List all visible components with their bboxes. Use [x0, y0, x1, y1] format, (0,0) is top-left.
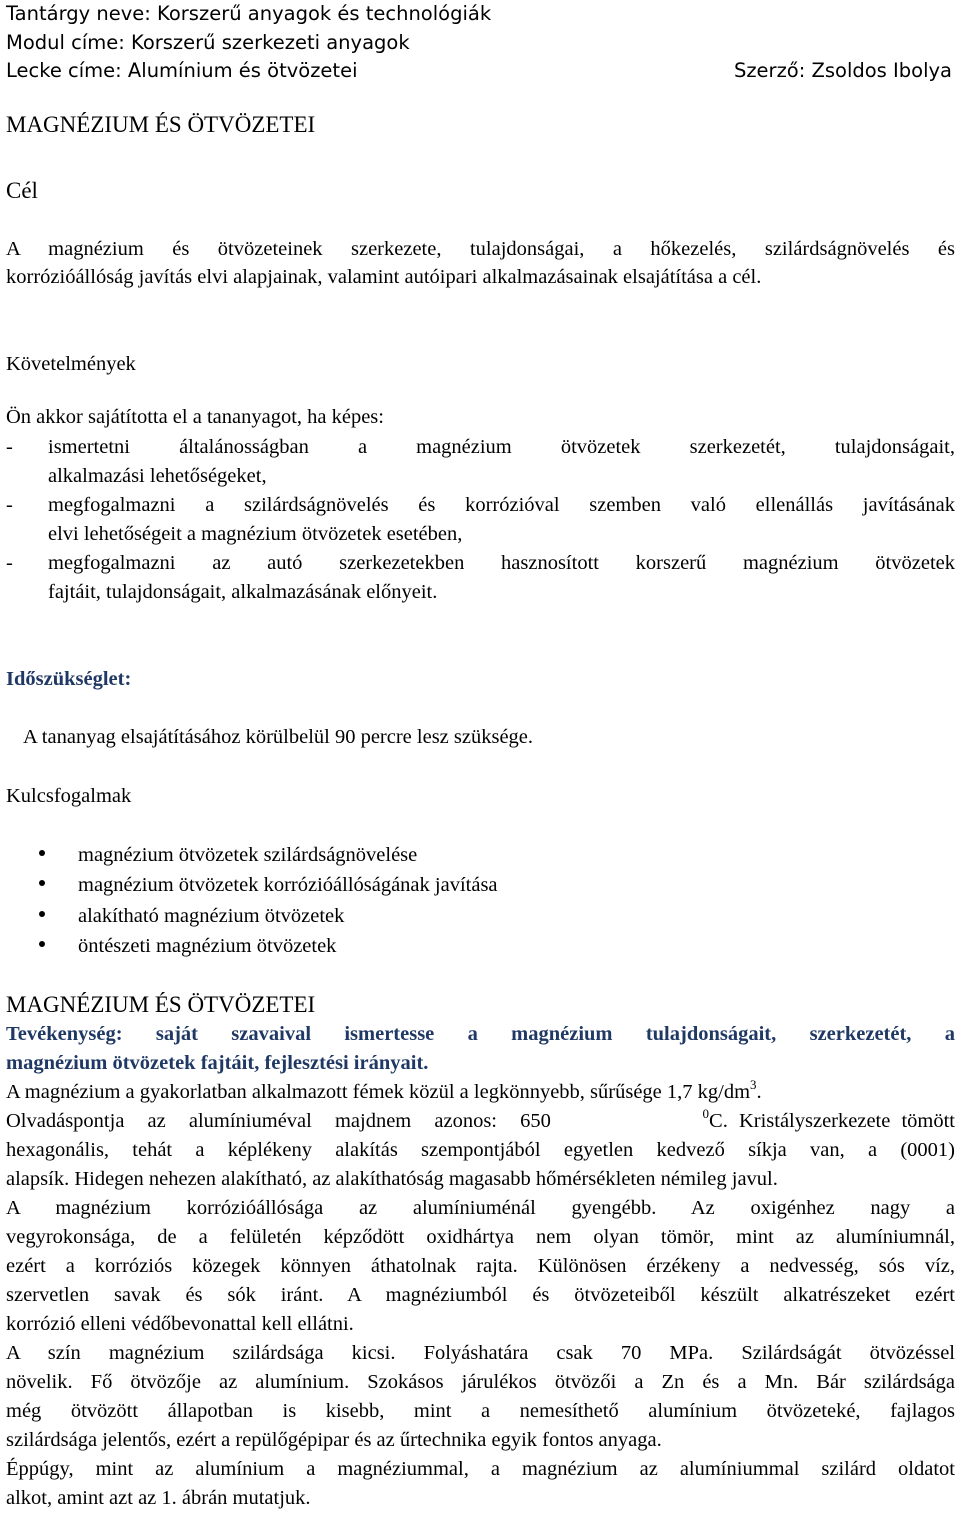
author-name: Szerző: Zsoldos Ibolya: [733, 59, 952, 82]
para-1-line-1: [6, 1077, 955, 1104]
para-1-text: Olvadáspontja az alumíniuméval majdnem azonos: 650: [6, 1110, 551, 1132]
para-2-line-5: korrózió elleni védőbevonattal kell ellátni.: [6, 1313, 354, 1335]
section-heading: MAGNÉZIUM ÉS ÖTVÖZETEI: [6, 992, 316, 1017]
para-4-line-1: Éppúgy, mint az alumínium a magnéziummal, a magnézium az alumíniummal szilárd oldatot: [6, 1458, 955, 1480]
superscript: 3: [750, 1077, 757, 1092]
para-1-text: A magnézium a gyakorlatban alkalmazott fémek közül a legkönnyebb, sűrűsége 1,7 kg/dm: [6, 1081, 751, 1103]
page-header: [6, 0, 952, 86]
keyword-text: magnézium ötvözetek korrózióállóságának javítása: [78, 874, 498, 896]
keyword-text: öntészeti magnézium ötvözetek: [78, 935, 337, 957]
para-3-line-1: A szín magnézium szilárdsága kicsi. Folyáshatára csak 70 MPa. Szilárdságát ötvözéssel: [6, 1342, 955, 1364]
para-2-line-1: A magnézium korrózióállósága az alumíniuménál gyengébb. Az oxigénhez nagy a: [6, 1197, 955, 1219]
para-1-text: C. Kristályszerkezete tömött: [709, 1110, 955, 1132]
lesson-title: Lecke címe: Alumínium és ötvözetei: [6, 59, 358, 82]
subject-name: Tantárgy neve: Korszerű anyagok és technológiák: [6, 2, 492, 25]
keywords-heading: Kulcsfogalmak: [6, 785, 132, 807]
para-1-line-4: alapsík. Hidegen nehezen alakítható, az alakíthatóság magasabb hőmérsékleten némileg javul.: [6, 1168, 778, 1190]
para-2-line-3: ezért a korróziós közegek könnyen áthatolnak rajta. Különösen érzékeny a nedvesség, sós víz,: [6, 1255, 955, 1277]
req-item-1-line-1: ismertetni általánosságban a magnézium ötvözetek szerkezetét, tulajdonságait,: [48, 436, 955, 458]
req-dash-2: -: [6, 494, 13, 516]
req-item-3-line-2: fajtáit, tulajdonságait, alkalmazásának előnyeit.: [48, 581, 438, 603]
para-3-line-3: még ötvözött állapotban is kisebb, mint a nemesíthető alumínium ötvözeteké, fajlagos: [6, 1400, 955, 1422]
bullet-icon: [39, 911, 45, 917]
para-1-line-3: hexagonális, tehát a képlékeny alakítás szempontjából egyetlen kedvező síkja van, a (0001): [6, 1139, 955, 1161]
para-1-line-2: [6, 1106, 955, 1133]
goal-line-2: korrózióállóság javítás elvi alapjainak, valamint autóipari alkalmazásainak elsajátítása a cél.: [6, 266, 762, 288]
page-title: MAGNÉZIUM ÉS ÖTVÖZETEI: [6, 112, 316, 137]
keyword-text: alakítható magnézium ötvözetek: [78, 905, 345, 927]
superscript: 0: [702, 1106, 710, 1121]
goal-line-1: A magnézium és ötvözeteinek szerkezete, tulajdonságai, a hőkezelés, szilárdságnövelés és: [6, 238, 955, 260]
para-2-line-4: szervetlen savak és sók iránt. A magnéziumból és ötvözeteiből készült alkatrészeket ezért: [6, 1284, 955, 1306]
bullet-icon: [39, 850, 45, 856]
bullet-icon: [39, 880, 45, 886]
para-4-line-2: alkot, amint azt az 1. ábrán mutatjuk.: [6, 1487, 311, 1509]
goal-heading: Cél: [6, 178, 38, 203]
para-3-line-4: szilárdsága jelentős, ezért a repülőgépipar és az űrtechnika egyik fontos anyaga.: [6, 1429, 662, 1451]
bullet-icon: [39, 941, 45, 947]
req-item-2-line-2: elvi lehetőségeit a magnézium ötvözetek esetében,: [48, 523, 463, 545]
req-item-1-line-2: alkalmazási lehetőségeket,: [48, 465, 267, 487]
req-item-2-line-1: megfogalmazni a szilárdságnövelés és korrózióval szemben való ellenállás javításának: [48, 494, 955, 516]
req-dash-3: -: [6, 552, 13, 574]
para-2-line-2: vegyrokonsága, de a felületén képződött oxidhártya nem olyan tömör, mint az alumíniumnál,: [6, 1226, 955, 1248]
req-item-3-line-1: megfogalmazni az autó szerkezetekben hasznosított korszerű magnézium ötvözetek: [48, 552, 955, 574]
time-heading: Időszükséglet:: [6, 668, 132, 690]
keyword-text: magnézium ötvözetek szilárdságnövelése: [78, 844, 418, 866]
para-1-text: .: [756, 1081, 762, 1103]
time-text: A tananyag elsajátításához körülbelül 90 percre lesz szüksége.: [23, 726, 534, 748]
requirements-heading: Követelmények: [6, 353, 136, 375]
requirements-intro: Ön akkor sajátította el a tananyagot, ha képes:: [6, 406, 384, 428]
para-3-line-2: növelik. Fő ötvözője az alumínium. Szokásos járulékos ötvözői a Zn és a Mn. Bár szilárdsága: [6, 1371, 955, 1393]
activity-line-1: Tevékenység: saját szavaival ismertesse a magnézium tulajdonságait, szerkezetét, a: [6, 1023, 955, 1045]
activity-line-2: magnézium ötvözetek fajtáit, fejlesztési irányait.: [6, 1052, 429, 1074]
module-title: Modul címe: Korszerű szerkezeti anyagok: [6, 30, 410, 54]
req-dash-1: -: [6, 436, 13, 458]
